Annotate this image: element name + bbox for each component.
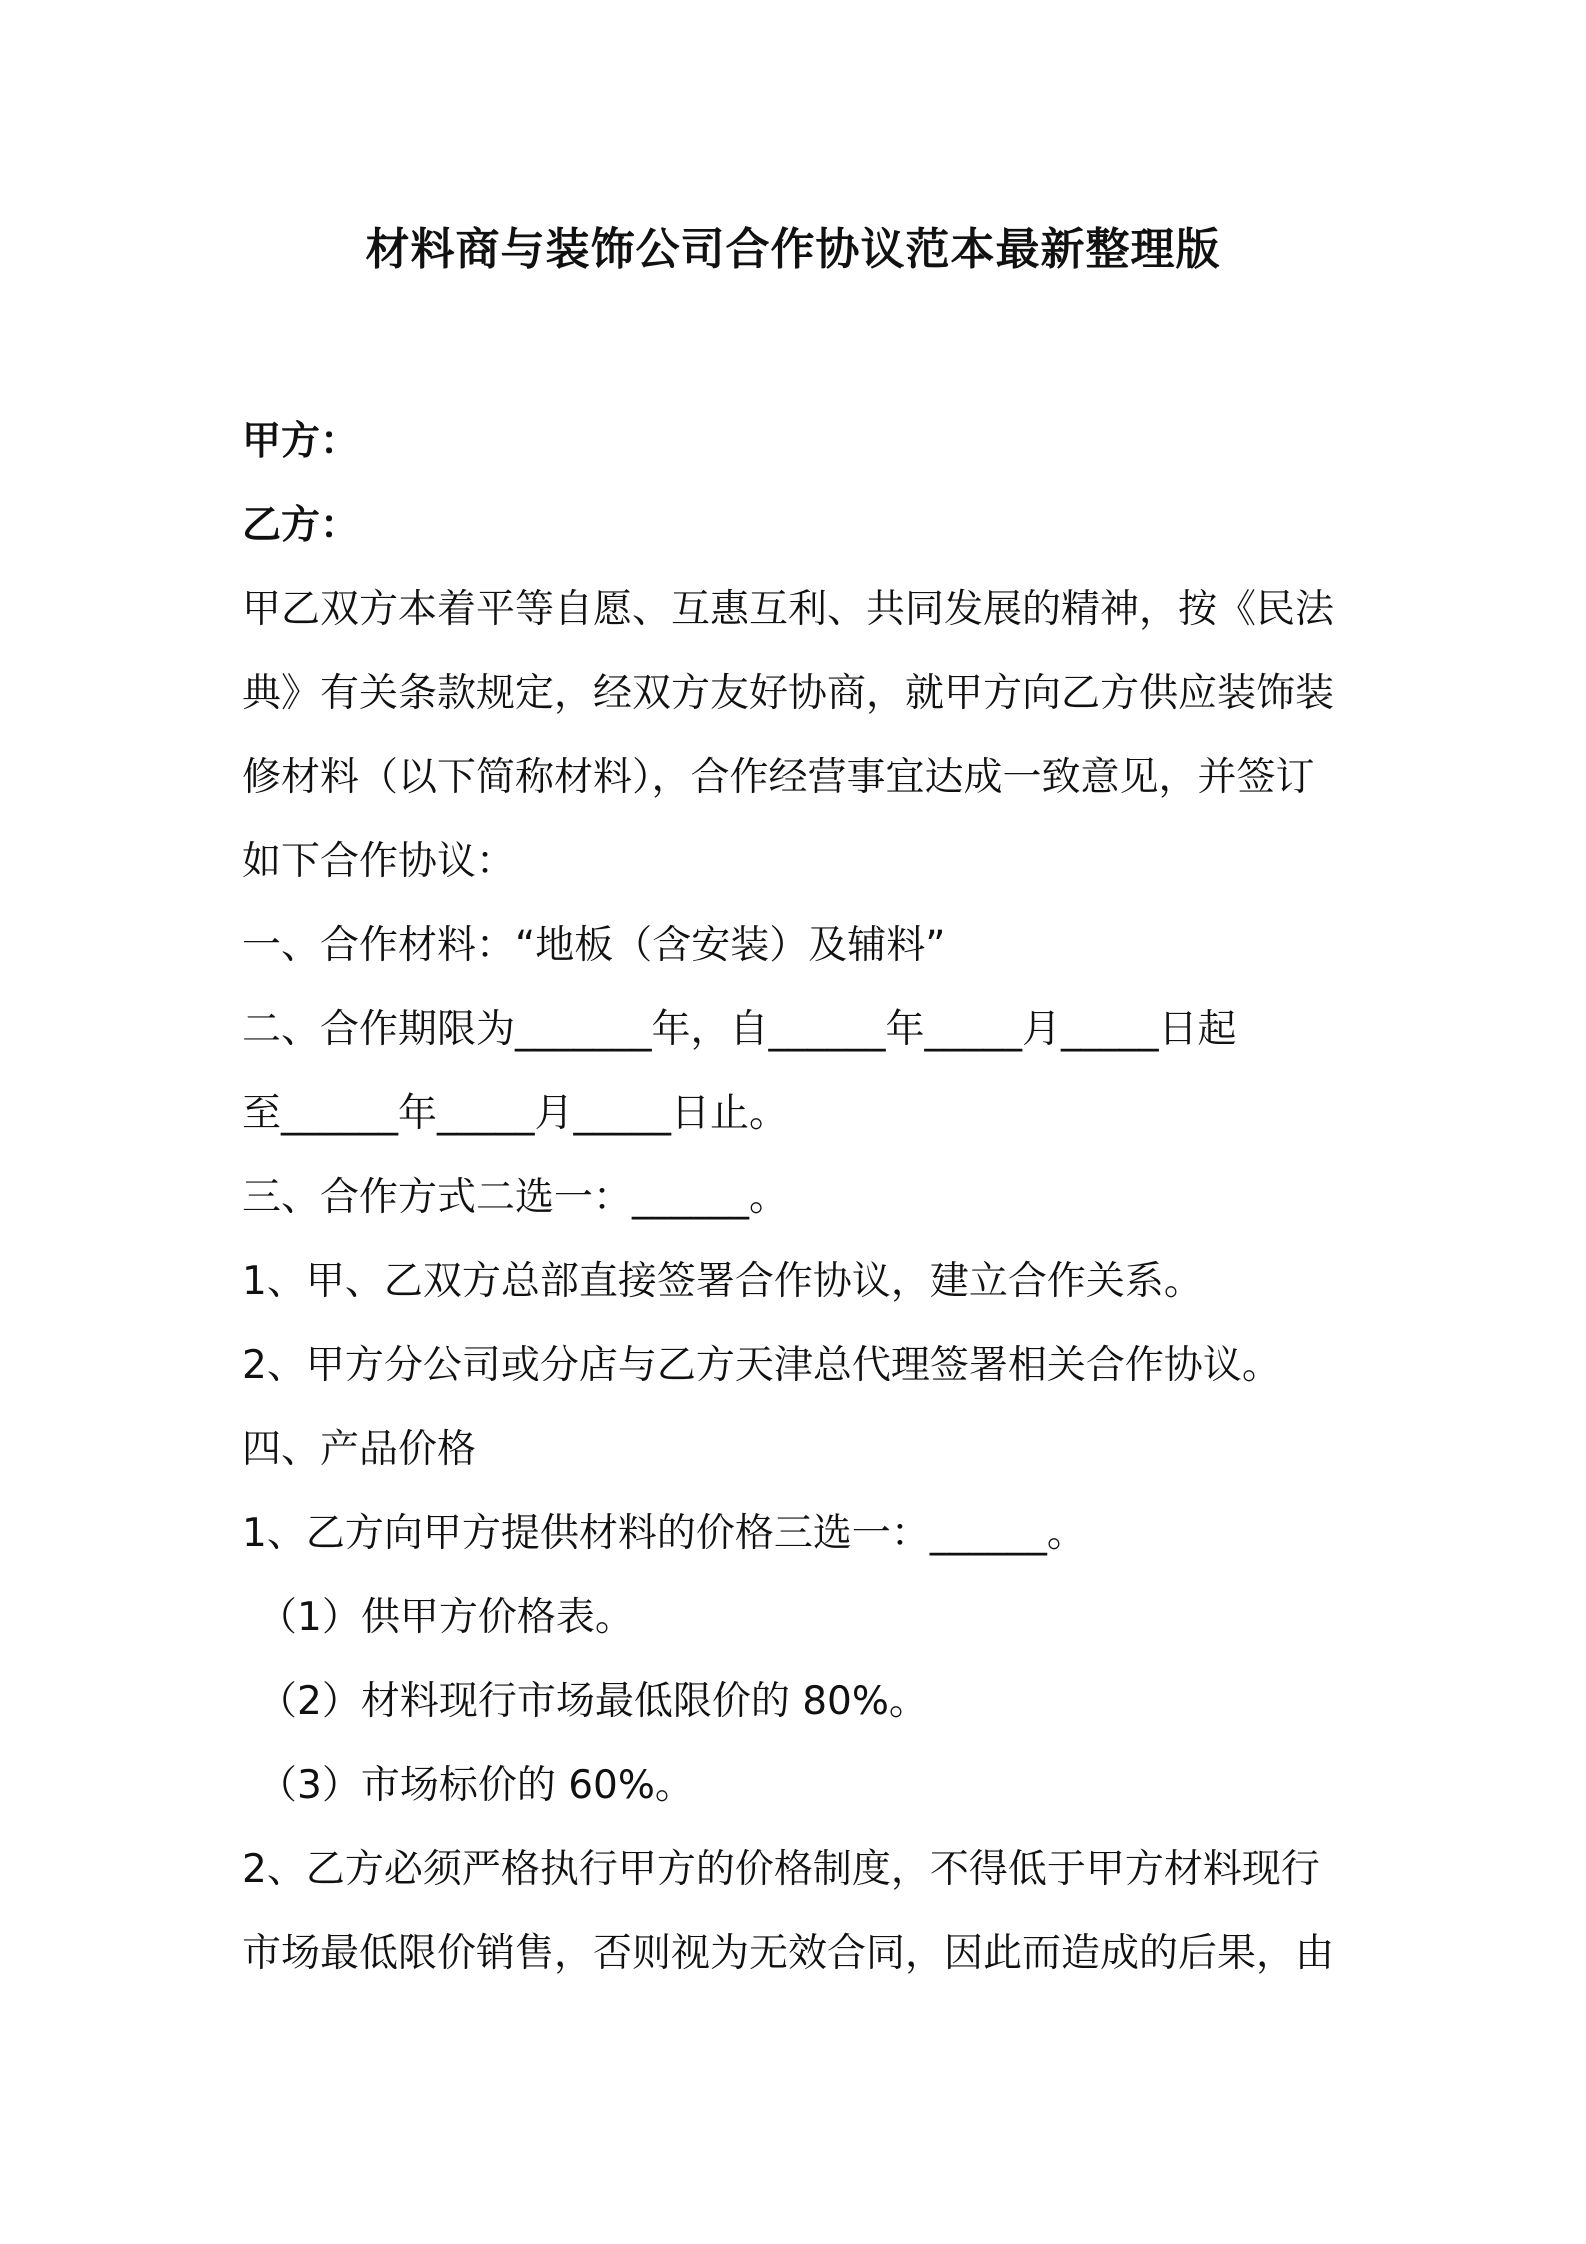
price-clause-2-line: 2、乙方必须严格执行甲方的价格制度，不得低于甲方材料现行 [242, 1847, 1320, 1892]
price-option-2: （2）材料现行市场最低限价的 80%。 [258, 1679, 928, 1724]
intro-paragraph-line: 修材料（以下简称材料），合作经营事宜达成一致意见，并签订 [242, 755, 1315, 800]
intro-paragraph-line: 典》有关条款规定，经双方友好协商，就甲方向乙方供应装饰装 [242, 671, 1335, 716]
price-clause-1: 1、乙方向甲方提供材料的价格三选一：______。 [242, 1511, 1086, 1556]
clause-cooperation-mode: 三、合作方式二选一：______。 [242, 1175, 789, 1220]
party-a-label: 甲方： [242, 419, 360, 464]
clause-cooperation-term-end: 至______年_____月_____日止。 [242, 1091, 789, 1136]
price-clause-2-line: 市场最低限价销售，否则视为无效合同，因此而造成的后果，由 [242, 1931, 1335, 1976]
party-b-label: 乙方： [242, 503, 360, 548]
clause-cooperation-material: 一、合作材料：“地板（含安装）及辅料” [242, 923, 946, 968]
document-body [242, 400, 1350, 1996]
document-title: 材料商与装饰公司合作协议范本最新整理版 [365, 224, 1221, 275]
mode-option-1: 1、甲、乙双方总部直接签署合作协议，建立合作关系。 [242, 1259, 1203, 1304]
clause-cooperation-term: 二、合作期限为_______年，自______年_____月_____日起 [242, 1007, 1237, 1052]
price-option-1: （1）供甲方价格表。 [258, 1595, 634, 1640]
mode-option-2: 2、甲方分公司或分店与乙方天津总代理签署相关合作协议。 [242, 1343, 1281, 1388]
price-option-3: （3）市场标价的 60%。 [258, 1763, 694, 1808]
intro-paragraph-line: 如下合作协议： [242, 839, 516, 884]
section-product-price-heading: 四、产品价格 [242, 1427, 477, 1472]
intro-paragraph-line: 甲乙双方本着平等自愿、互惠互利、共同发展的精神，按《民法 [242, 587, 1335, 632]
